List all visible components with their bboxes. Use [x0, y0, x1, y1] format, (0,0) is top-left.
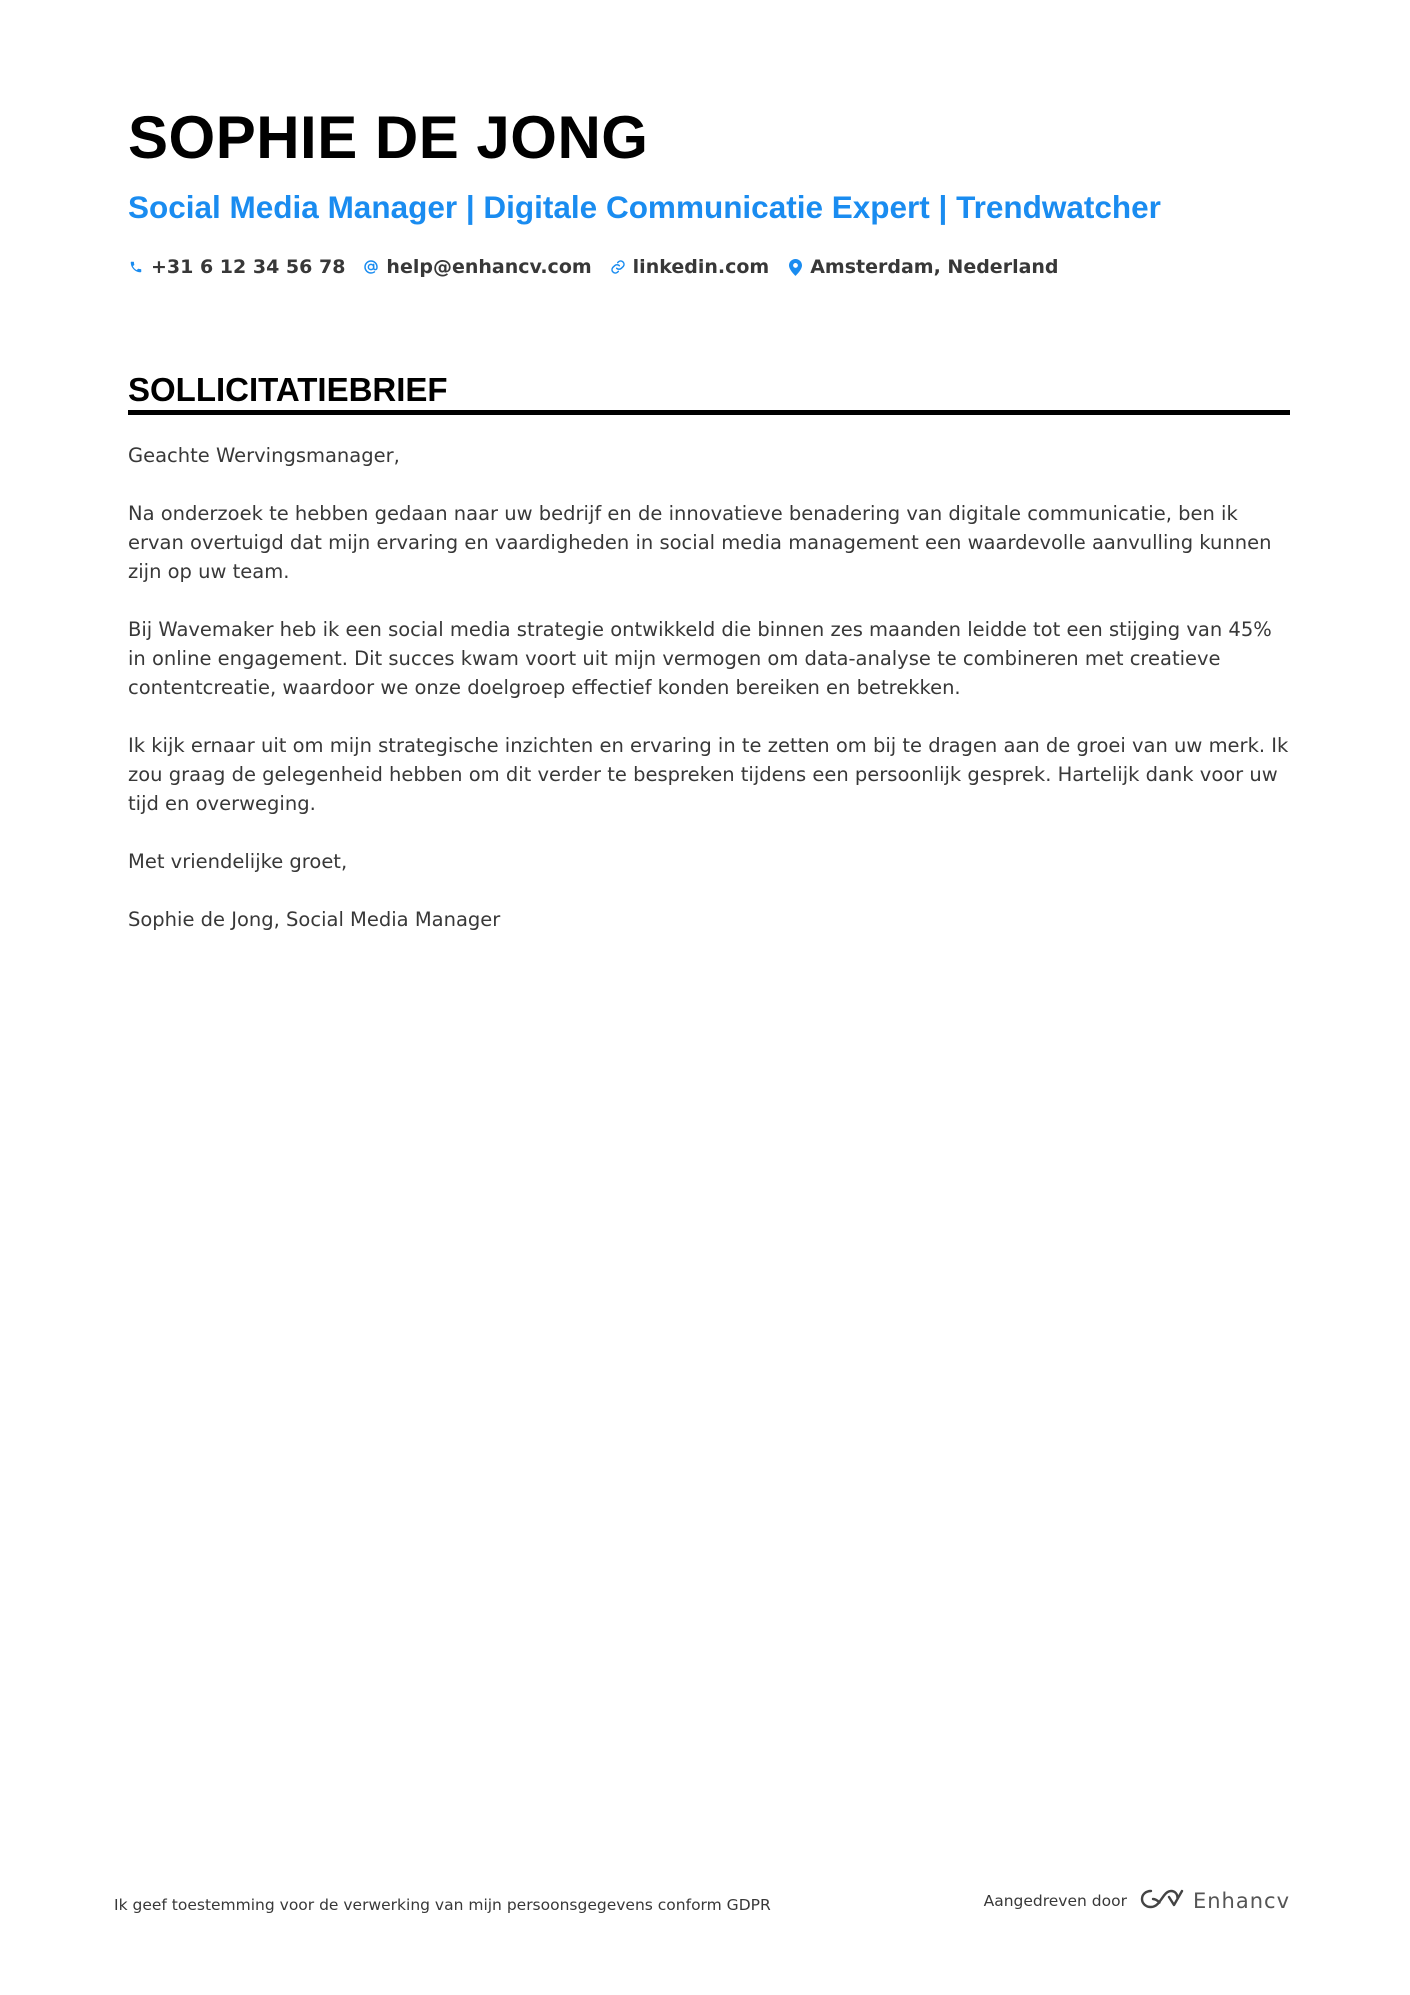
applicant-headline: Social Media Manager | Digitale Communicatie Expert | Trendwatcher	[128, 189, 1161, 225]
letter-body	[128, 441, 1290, 963]
phone-number: +31 6 12 34 56 78	[151, 256, 346, 278]
link-icon	[610, 258, 626, 276]
phone-icon	[128, 258, 144, 276]
at-icon	[363, 258, 379, 276]
letter-salutation: Geachte Wervingsmanager,	[128, 444, 400, 467]
contact-bar	[128, 256, 1059, 278]
contact-linkedin[interactable]	[610, 256, 770, 278]
section-title: SOLLICITATIEBRIEF	[128, 371, 448, 408]
contact-phone[interactable]	[128, 256, 345, 278]
letter-signature: Sophie de Jong, Social Media Manager	[128, 908, 501, 931]
powered-by-badge[interactable]	[984, 1887, 1290, 1915]
brand-logo	[1139, 1887, 1290, 1915]
gdpr-consent: Ik geef toestemming voor de verwerking van mijn persoonsgegevens conform GDPR	[114, 1896, 771, 1914]
contact-location	[787, 256, 1058, 278]
contact-email[interactable]	[363, 256, 591, 278]
powered-by-label: Aangedreven door	[983, 1892, 1127, 1910]
linkedin-url: linkedin.com	[632, 256, 770, 278]
letter-closing: Met vriendelijke groet,	[128, 850, 348, 873]
applicant-name: SOPHIE DE JONG	[128, 104, 649, 171]
letter-paragraph: Na onderzoek te hebben gedaan naar uw bedrijf en de innovatieve benadering van digitale communicatie, ben ik ervan overtuigd dat mijn ervaring en vaardigheden in social media management een waardevolle aanvulling kunnen zijn op uw team.	[128, 502, 1272, 583]
section-divider	[128, 410, 1290, 415]
email-address: help@enhancv.com	[386, 256, 592, 278]
brand-name: Enhancv	[1192, 1889, 1290, 1913]
letter-paragraph: Bij Wavemaker heb ik een social media strategie ontwikkeld die binnen zes maanden leidde tot een stijging van 45% in online engagement. Dit succes kwam voort uit mijn vermogen om data-analyse te combineren met creatieve contentcreatie, waardoor we onze doelgroep effectief konden bereiken en betrekken.	[128, 618, 1272, 699]
location-text: Amsterdam, Nederland	[810, 256, 1059, 278]
enhancv-logo-icon	[1139, 1887, 1185, 1915]
letter-paragraph: Ik kijk ernaar uit om mijn strategische inzichten en ervaring in te zetten om bij te dragen aan de groei van uw merk. Ik zou graag de gelegenheid hebben om dit verder te bespreken tijdens een persoonlijk gesprek. Hartelijk dank voor uw tijd en overweging.	[128, 734, 1289, 815]
map-pin-icon	[787, 258, 803, 276]
